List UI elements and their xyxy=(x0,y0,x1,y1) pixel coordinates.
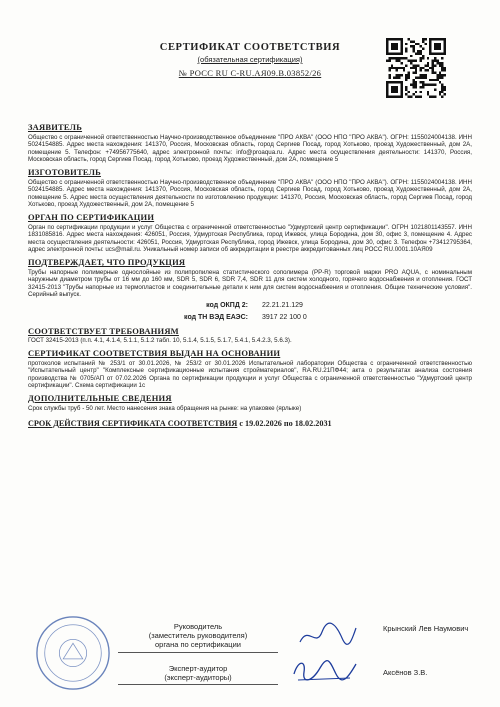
head-signature-icon xyxy=(298,620,358,650)
manufacturer-heading: ИЗГОТОВИТЕЛЬ xyxy=(28,166,101,177)
certificate-subtitle: (обязательная сертификация) xyxy=(197,55,303,64)
basis-heading: СЕРТИФИКАТ СООТВЕТСТВИЯ ВЫДАН НА ОСНОВАНИИ xyxy=(28,348,281,359)
qr-code-icon xyxy=(386,38,446,98)
additional-text: Срок службы труб - 50 лет. Место нанесения знака обращения на рынке: на упаковке (ярлыке) xyxy=(28,404,302,412)
okpd-value: 22.21.21.129 xyxy=(262,301,303,309)
tnved-code-row xyxy=(138,313,472,323)
additional-heading: ДОПОЛНИТЕЛЬНЫЕ СВЕДЕНИЯ xyxy=(28,393,172,404)
applicant-heading: ЗАЯВИТЕЛЬ xyxy=(28,122,83,132)
tnved-value: 3917 22 100 0 xyxy=(262,313,307,321)
certificate-title: СЕРТИФИКАТ СООТВЕТСТВИЯ xyxy=(159,42,341,53)
validity-value: с 19.02.2026 по 18.02.2031 xyxy=(239,419,332,429)
certificate-number: № РОСС RU C-RU.АЯ09.В.03852/26 xyxy=(178,68,322,78)
applicant-text: Общество с ограниченной ответственностью Научно-производственное объединение "ПРО АКВА" (ООО НПО "ПРО АКВА"). ОГРН: 1155024004138. ИНН 5024154885. Адрес места нахождения: 141370, Россия, Московская область, город Сергиев Посад, город Хотьково, проезд Художественный, дом 2А, помещение 5. Телефон: +74956775640, адрес электронной почты: info@proaqua.ru. Адрес места осуществления деятельности: 141370, Россия, Московская область, город Сергиев Посад, город Хотьково, проезд Художественный, дом 2А, помещение 5 xyxy=(28,133,472,164)
expert-name: Аксёнов З.В. xyxy=(383,668,428,677)
manufacturer-text: Общество с ограниченной ответственностью Научно-производственное объединение "ПРО АКВА" (ООО НПО "ПРО АКВА"). ОГРН: 1155024004138. ИНН 5024154885. Адрес места нахождения: 141370, Россия, Московская область, город Сергиев Посад, город Хотьково, проезд Художественный, дом 2А, помещение 5. Адрес места осуществления деятельности по изготовлению продукции: 141370, Россия, Московская область, город Сергиев Посад, город Хотьково, проезд Художественный, дом 2А, помещение 5 xyxy=(28,178,472,209)
certificate-body xyxy=(28,119,472,428)
head-role: Руководитель (заместитель руководителя) органа по сертификации xyxy=(148,622,248,649)
basis-text: протоколов испытаний № 253/1 от 30.01.2026, № 253/2 от 30.01.2026 Испытательной лаборатории Общества с ограниченной ответственностью "Испытательный центр" "Комплексные сертификационные испытания стройматериалов", RA.RU.21ПФ44; акта о результатах анализа состояния производства № 0705/АП от 07.02.2026 Органа по сертификации продукции и услуг Общества с ограниченной ответственностью "Удмуртский центр сертификации". Схема сертификации 1с xyxy=(28,359,472,390)
signature-block xyxy=(28,620,472,700)
requirements-text: ГОСТ 32415-2013 (п.п. 4.1, 4.1.4, 5.1.1, 5.1.2 табл. 10, 5.1.4, 5.1.5, 5.1.7, 5.4.1, 5.4.2.3, 5.6.3). xyxy=(28,337,292,345)
certificate-header xyxy=(110,42,390,78)
okpd-code-row xyxy=(138,301,472,311)
cert-body-text: Орган по сертификации продукции и услуг Общества с ограниченной ответственностью "Удмуртский центр сертификации". ОГРН 1021801143557. ИНН 1831085816. Адрес места нахождения: 426051, Россия, Удмуртская Республика, город Ижевск, улица Бородина, дом 30, офис 3, помещение 4. Адрес места осуществления деятельности: 426051, Россия, Удмуртская Республика, город Ижевск, улица Бородина, дом 30, офис 3. Телефон +73412795364, адрес электронной почты: ucs@mail.ru. Уникальный номер записи об аккредитации в реестре аккредитованных лиц РОСС RU.0001.10АЯ09 xyxy=(28,223,472,254)
expert-signature-icon xyxy=(290,654,360,686)
expert-signature-line xyxy=(118,684,278,685)
seal-stamp-icon xyxy=(34,614,112,692)
requirements-heading: СООТВЕТСТВУЕТ ТРЕБОВАНИЯМ xyxy=(28,325,179,336)
head-name: Крынский Лев Наумович xyxy=(383,624,469,633)
cert-body-heading: ОРГАН ПО СЕРТИФИКАЦИИ xyxy=(28,211,155,222)
head-signature-line xyxy=(118,652,278,653)
validity-line xyxy=(28,420,472,428)
product-text: Трубы напорные полимерные однослойные из полипропилена статистического сополимера (PP-R) торговой марки PRO AQUA, с номинальным наружным диаметром трубы от 16 мм до 160 мм, SDR 5, SDR 6, SDR 7,4, SDR 11 для систем холодного, горячего водоснабжения и отопления. ГОСТ 32415-2013 "Трубы напорные из термопластов и соединительные детали к ним для систем водоснабжения и отопления. Общие технические условия". Серийный выпуск. xyxy=(28,268,472,299)
tnved-label: код ТН ВЭД ЕАЭС: xyxy=(184,313,248,321)
expert-role: Эксперт-аудитор (эксперт-аудиторы) xyxy=(164,664,232,682)
okpd-label: код ОКПД 2: xyxy=(206,301,248,309)
product-heading: ПОДТВЕРЖДАЕТ, ЧТО ПРОДУКЦИЯ xyxy=(28,256,186,267)
validity-label: СРОК ДЕЙСТВИЯ СЕРТИФИКАТА СООТВЕТСТВИЯ xyxy=(28,419,238,429)
